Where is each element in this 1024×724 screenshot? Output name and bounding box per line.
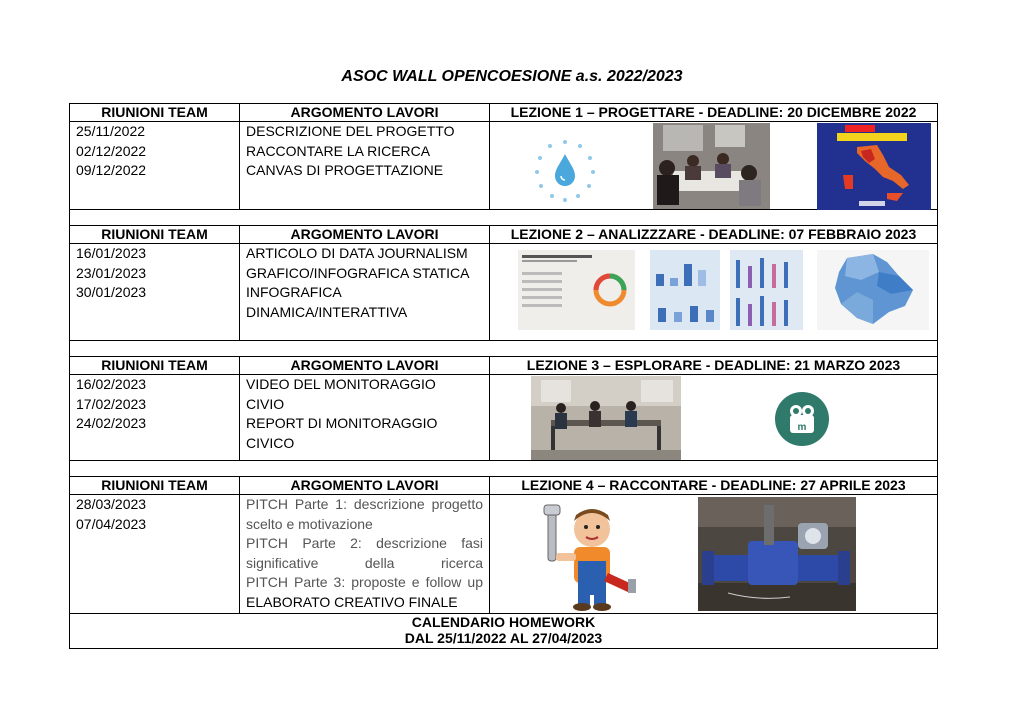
lesson-1-dates — [70, 122, 240, 210]
col-header-argomento: ARGOMENTO LAVORI — [240, 477, 490, 495]
section-2-body — [70, 244, 938, 341]
water-meter-photo — [698, 497, 856, 611]
homework-title: CALENDARIO HOMEWORK — [411, 614, 596, 630]
topic: PITCH Parte 2: descrizione fasi — [246, 535, 483, 551]
topic: GRAFICO/INFOGRAFICA STATICA — [246, 264, 470, 281]
lesson-4-dates — [70, 495, 240, 614]
col-header-argomento: ARGOMENTO LAVORI — [240, 104, 490, 122]
lesson-3-header: LEZIONE 3 – ESPLORARE - DEADLINE: 21 MARZO 2023 — [490, 357, 938, 375]
topic: RACCONTARE LA RICERCA — [246, 142, 431, 159]
abruzzo-region-map-image — [817, 250, 929, 330]
topic: scelto e motivazione — [246, 515, 373, 532]
homework-calendar — [70, 614, 938, 649]
col-header-riunioni: RIUNIONI TEAM — [70, 357, 240, 375]
section-1-header-row — [70, 104, 938, 122]
topic: DESCRIZIONE DEL PROGETTO — [246, 123, 455, 139]
bar-chart-1-image — [650, 250, 720, 330]
section-3-body — [70, 375, 938, 461]
topic: VIDEO DEL MONITORAGGIO — [246, 376, 436, 392]
section-4-header-row — [70, 477, 938, 495]
lesson-3-images — [490, 375, 938, 461]
lesson-4-topics — [240, 495, 490, 614]
italy-water-loss-map — [817, 123, 931, 210]
lesson-1-images — [490, 122, 938, 210]
homework-calendar-row — [70, 614, 938, 649]
monithon-logo — [774, 391, 830, 447]
team-meeting-photo — [653, 123, 770, 209]
section-1-body — [70, 122, 938, 210]
date: 09/12/2022 — [76, 162, 147, 178]
spacer-row — [70, 341, 938, 357]
col-header-argomento: ARGOMENTO LAVORI — [240, 357, 490, 375]
schedule-table — [69, 103, 938, 649]
col-header-riunioni: RIUNIONI TEAM — [70, 477, 240, 495]
topic: significative della ricerca — [246, 554, 483, 571]
topic: CANVAS DI PROGETTAZIONE — [246, 162, 444, 178]
section-4-body — [70, 495, 938, 614]
date: 30/01/2023 — [76, 284, 147, 300]
date: 07/04/2023 — [76, 515, 147, 532]
lesson-2-dates — [70, 244, 240, 341]
bar-chart-2-image — [730, 250, 803, 330]
section-2-header-row — [70, 226, 938, 244]
section-3-header-row — [70, 357, 938, 375]
date: 23/01/2023 — [76, 264, 147, 281]
lesson-2-header: LEZIONE 2 – ANALIZZZARE - DEADLINE: 07 FEBBRAIO 2023 — [490, 226, 938, 244]
topic: PITCH Parte 3: proposte e follow up — [246, 574, 483, 590]
col-header-riunioni: RIUNIONI TEAM — [70, 104, 240, 122]
water-loss-donut-chart-image — [518, 250, 635, 330]
date: 02/12/2022 — [76, 142, 147, 159]
topic: INFOGRAFICA — [246, 284, 342, 300]
spacer-row — [70, 461, 938, 477]
topic: PITCH Parte 1: descrizione progetto — [246, 496, 483, 512]
water-drop-logo-image — [530, 136, 600, 208]
topic: DINAMICA/INTERATTIVA — [246, 303, 408, 320]
classroom-photo — [531, 376, 681, 460]
lesson-3-topics — [240, 375, 490, 461]
col-header-riunioni: RIUNIONI TEAM — [70, 226, 240, 244]
date: 28/03/2023 — [76, 496, 147, 512]
lesson-1-topics — [240, 122, 490, 210]
lesson-2-images — [490, 244, 938, 341]
topic: ARTICOLO DI DATA JOURNALISM — [246, 245, 468, 261]
lesson-4-header: LEZIONE 4 – RACCONTARE - DEADLINE: 27 APRILE 2023 — [490, 477, 938, 495]
lesson-2-topics — [240, 244, 490, 341]
topic: CIVIO — [246, 395, 285, 412]
svg-text:m: m — [797, 422, 807, 433]
date: 16/02/2023 — [76, 376, 147, 392]
topic: ELABORATO CREATIVO FINALE — [246, 593, 458, 610]
topic: REPORT DI MONITORAGGIO — [246, 415, 438, 431]
date: 25/11/2022 — [76, 123, 146, 139]
date: 16/01/2023 — [76, 245, 147, 261]
lesson-3-dates — [70, 375, 240, 461]
date: 17/02/2023 — [76, 395, 147, 412]
lesson-1-header: LEZIONE 1 – PROGETTARE - DEADLINE: 20 DICEMBRE 2022 — [490, 104, 938, 122]
date: 24/02/2023 — [76, 415, 147, 431]
spacer-row — [70, 210, 938, 226]
document-title: ASOC WALL OPENCOESIONE a.s. 2022/2023 — [341, 68, 683, 85]
col-header-argomento: ARGOMENTO LAVORI — [240, 226, 490, 244]
plumber-cartoon-image — [542, 503, 638, 611]
topic: CIVICO — [246, 434, 295, 451]
homework-range: DAL 25/11/2022 AL 27/04/2023 — [404, 630, 603, 646]
lesson-4-images — [490, 495, 938, 614]
